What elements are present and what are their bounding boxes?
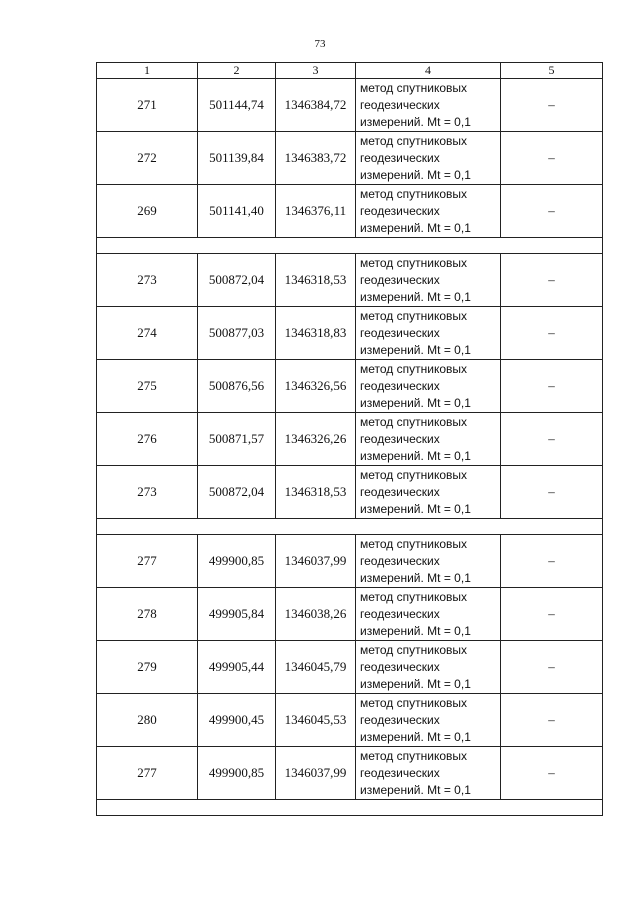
method-line: измерений. Mt = 0,1	[360, 782, 471, 797]
accuracy-dash: –	[501, 641, 603, 694]
method-line: метод спутниковых	[360, 361, 468, 376]
accuracy-dash: –	[501, 588, 603, 641]
coordinate-x: 499900,45	[198, 694, 276, 747]
accuracy-dash: –	[501, 694, 603, 747]
method-description	[356, 694, 501, 747]
method-description	[356, 413, 501, 466]
method-line: геодезических	[360, 712, 440, 727]
coordinate-y: 1346383,72	[276, 132, 356, 185]
coordinate-x: 499905,44	[198, 641, 276, 694]
coordinate-y: 1346045,53	[276, 694, 356, 747]
coordinate-y: 1346326,26	[276, 413, 356, 466]
coordinate-x: 499900,85	[198, 535, 276, 588]
point-number: 279	[97, 641, 198, 694]
method-description	[356, 79, 501, 132]
method-description	[356, 185, 501, 238]
point-number: 273	[97, 254, 198, 307]
accuracy-dash: –	[501, 307, 603, 360]
accuracy-dash: –	[501, 466, 603, 519]
point-number: 269	[97, 185, 198, 238]
coordinate-y: 1346326,56	[276, 360, 356, 413]
header-col-1: 1	[97, 63, 198, 79]
group-separator-cell	[97, 800, 603, 816]
table-row	[97, 535, 603, 588]
accuracy-dash: –	[501, 254, 603, 307]
coordinate-y: 1346318,83	[276, 307, 356, 360]
method-line: метод спутниковых	[360, 80, 468, 95]
method-line: метод спутниковых	[360, 414, 468, 429]
method-line: измерений. Mt = 0,1	[360, 167, 471, 182]
method-line: измерений. Mt = 0,1	[360, 570, 471, 585]
table-body	[97, 79, 603, 816]
accuracy-dash: –	[501, 747, 603, 800]
method-description	[356, 360, 501, 413]
accuracy-dash: –	[501, 185, 603, 238]
method-line: геодезических	[360, 606, 440, 621]
point-number: 280	[97, 694, 198, 747]
method-line: геодезических	[360, 150, 440, 165]
table-row	[97, 413, 603, 466]
point-number: 272	[97, 132, 198, 185]
coordinate-y: 1346045,79	[276, 641, 356, 694]
method-line: измерений. Mt = 0,1	[360, 342, 471, 357]
method-line: измерений. Mt = 0,1	[360, 289, 471, 304]
header-col-3: 3	[276, 63, 356, 79]
method-line: геодезических	[360, 431, 440, 446]
method-line: измерений. Mt = 0,1	[360, 114, 471, 129]
method-line: геодезических	[360, 378, 440, 393]
point-number: 278	[97, 588, 198, 641]
method-line: геодезических	[360, 203, 440, 218]
accuracy-dash: –	[501, 413, 603, 466]
group-separator-row	[97, 800, 603, 816]
method-line: метод спутниковых	[360, 589, 468, 604]
coordinate-x: 500876,56	[198, 360, 276, 413]
coordinates-table	[96, 62, 603, 816]
header-col-2: 2	[198, 63, 276, 79]
table-row	[97, 307, 603, 360]
method-line: метод спутниковых	[360, 186, 468, 201]
group-separator-row	[97, 519, 603, 535]
method-description	[356, 747, 501, 800]
table-row	[97, 132, 603, 185]
table-row	[97, 185, 603, 238]
table-row	[97, 254, 603, 307]
table-row	[97, 694, 603, 747]
method-line: геодезических	[360, 325, 440, 340]
header-col-5: 5	[501, 63, 603, 79]
coordinate-x: 501139,84	[198, 132, 276, 185]
method-description	[356, 254, 501, 307]
coordinate-y: 1346037,99	[276, 535, 356, 588]
group-separator-cell	[97, 519, 603, 535]
method-line: метод спутниковых	[360, 255, 468, 270]
method-description	[356, 466, 501, 519]
method-line: метод спутниковых	[360, 536, 468, 551]
method-description	[356, 307, 501, 360]
method-line: метод спутниковых	[360, 642, 468, 657]
method-description	[356, 641, 501, 694]
method-line: метод спутниковых	[360, 695, 468, 710]
method-line: измерений. Mt = 0,1	[360, 501, 471, 516]
method-description	[356, 588, 501, 641]
coordinate-x: 499905,84	[198, 588, 276, 641]
point-number: 271	[97, 79, 198, 132]
group-separator-cell	[97, 238, 603, 254]
point-number: 277	[97, 535, 198, 588]
table-row	[97, 588, 603, 641]
method-line: геодезических	[360, 765, 440, 780]
method-line: метод спутниковых	[360, 133, 468, 148]
table-row	[97, 641, 603, 694]
group-separator-row	[97, 238, 603, 254]
header-col-4: 4	[356, 63, 501, 79]
coordinate-x: 500877,03	[198, 307, 276, 360]
method-line: геодезических	[360, 659, 440, 674]
coordinate-x: 501141,40	[198, 185, 276, 238]
coordinate-y: 1346318,53	[276, 254, 356, 307]
coordinate-x: 500872,04	[198, 254, 276, 307]
method-line: измерений. Mt = 0,1	[360, 729, 471, 744]
method-line: метод спутниковых	[360, 467, 468, 482]
method-line: геодезических	[360, 97, 440, 112]
method-description	[356, 132, 501, 185]
method-description	[356, 535, 501, 588]
table-row	[97, 360, 603, 413]
table-row	[97, 79, 603, 132]
coordinate-x: 499900,85	[198, 747, 276, 800]
point-number: 274	[97, 307, 198, 360]
point-number: 275	[97, 360, 198, 413]
coordinate-y: 1346384,72	[276, 79, 356, 132]
point-number: 273	[97, 466, 198, 519]
method-line: метод спутниковых	[360, 308, 468, 323]
accuracy-dash: –	[501, 535, 603, 588]
coordinate-x: 501144,74	[198, 79, 276, 132]
method-line: измерений. Mt = 0,1	[360, 395, 471, 410]
coordinate-y: 1346038,26	[276, 588, 356, 641]
accuracy-dash: –	[501, 360, 603, 413]
method-line: геодезических	[360, 272, 440, 287]
header-row	[97, 63, 603, 79]
page-number: 73	[314, 38, 326, 50]
method-line: измерений. Mt = 0,1	[360, 623, 471, 638]
accuracy-dash: –	[501, 132, 603, 185]
method-line: измерений. Mt = 0,1	[360, 676, 471, 691]
method-line: геодезических	[360, 484, 440, 499]
accuracy-dash: –	[501, 79, 603, 132]
coordinate-y: 1346037,99	[276, 747, 356, 800]
coordinate-y: 1346318,53	[276, 466, 356, 519]
coordinate-x: 500872,04	[198, 466, 276, 519]
table-row	[97, 747, 603, 800]
point-number: 276	[97, 413, 198, 466]
method-line: метод спутниковых	[360, 748, 468, 763]
method-line: измерений. Mt = 0,1	[360, 220, 471, 235]
method-line: измерений. Mt = 0,1	[360, 448, 471, 463]
coordinate-y: 1346376,11	[276, 185, 356, 238]
method-line: геодезических	[360, 553, 440, 568]
coordinate-x: 500871,57	[198, 413, 276, 466]
table-row	[97, 466, 603, 519]
point-number: 277	[97, 747, 198, 800]
